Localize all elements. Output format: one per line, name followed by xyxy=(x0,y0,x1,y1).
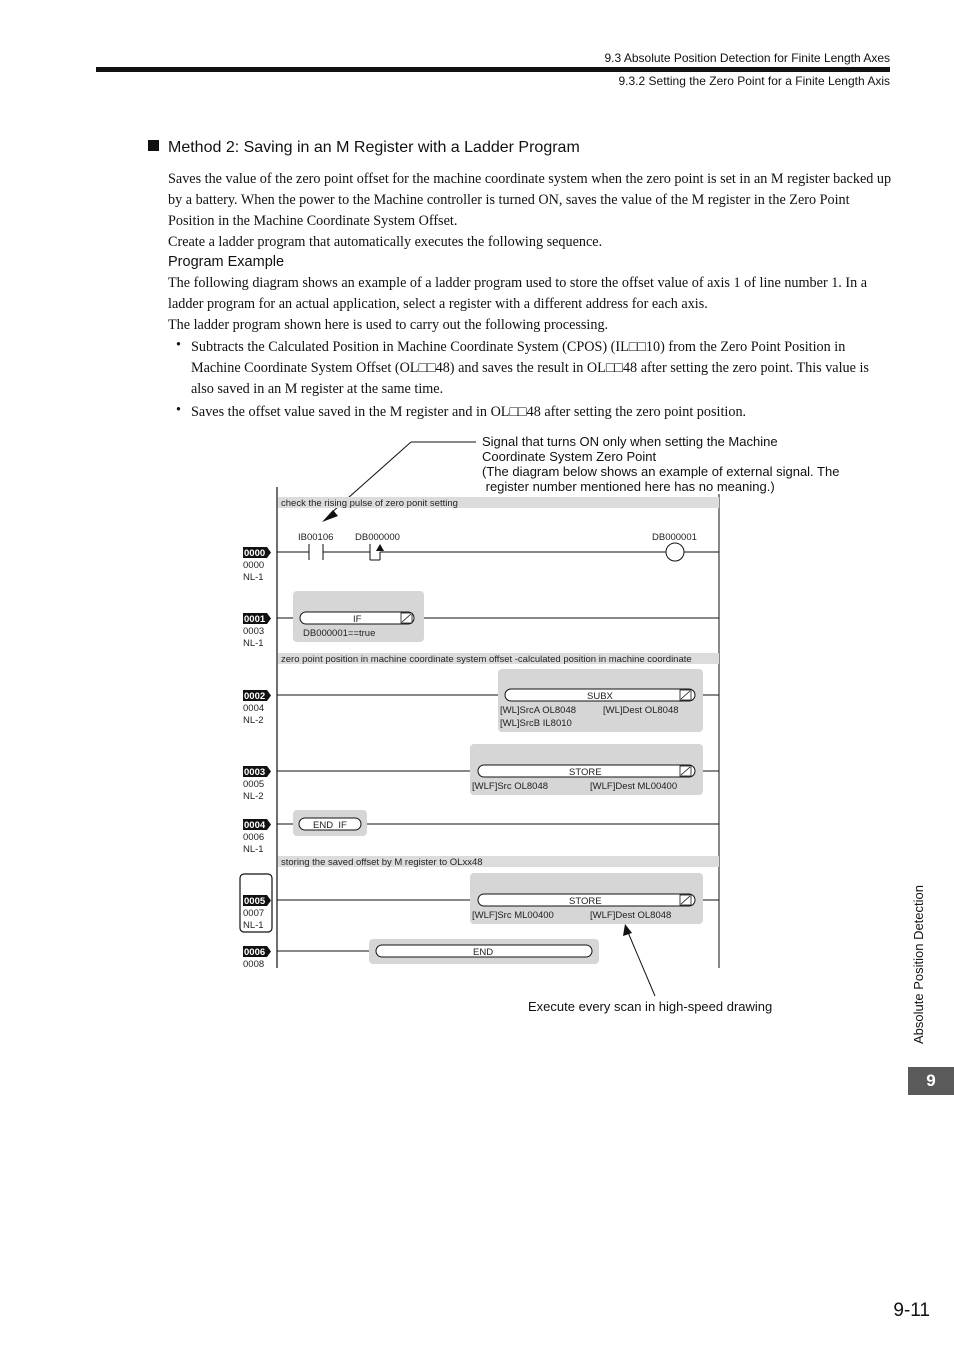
running-header-section: 9.3 Absolute Position Detection for Finite Length Axes xyxy=(604,51,890,65)
ladder-comment-2: zero point position in machine coordinate system offset -calculated position in machine coordinate xyxy=(281,654,692,665)
side-chapter-label: Absolute Position Detection xyxy=(911,885,926,1044)
svg-text:0001: 0001 xyxy=(244,614,266,625)
svg-text:0006: 0006 xyxy=(244,947,266,958)
program-example-heading: Program Example xyxy=(168,254,285,270)
svg-text:0004: 0004 xyxy=(244,820,266,831)
svg-text:0000: 0000 xyxy=(244,548,266,559)
svg-text:NL-1: NL-1 xyxy=(243,920,264,931)
svg-text:NL-1: NL-1 xyxy=(243,638,264,649)
subx-srcb: [WL]SrcB IL8010 xyxy=(500,718,572,729)
rung-label-5 xyxy=(240,874,272,932)
arrowhead-top xyxy=(322,510,338,522)
bullet-item-1: Subtracts the Calculated Position in Machine Coordinate System (CPOS) (IL□□10) from the Zero Point Position in Machine Coordinate System Offset (OL□□48) and saves the result in OL□□48 after setting the zero point. This value is also saved in an M register at the same time. xyxy=(191,339,869,397)
rung-label-0 xyxy=(243,547,271,583)
chapter-tab: 9 xyxy=(908,1067,954,1095)
store1-label: STORE xyxy=(569,767,602,778)
coil-label: DB000001 xyxy=(652,532,697,543)
store2-src: [WLF]Src ML00400 xyxy=(472,910,554,921)
svg-text:NL-2: NL-2 xyxy=(243,715,264,726)
ladder-comment-1: check the rising pulse of zero ponit setting xyxy=(281,498,458,509)
rung-label-1 xyxy=(243,613,271,649)
svg-text:0006: 0006 xyxy=(243,832,265,843)
svg-text:NL-1: NL-1 xyxy=(243,572,264,583)
store1-src: [WLF]Src OL8048 xyxy=(472,781,549,792)
svg-text:0003: 0003 xyxy=(243,626,265,637)
store2-dest: [WLF]Dest OL8048 xyxy=(590,910,672,921)
svg-text:0003: 0003 xyxy=(244,767,266,778)
svg-text:NL-2: NL-2 xyxy=(243,791,264,802)
bullet-dot: • xyxy=(176,402,181,418)
svg-text:0007: 0007 xyxy=(243,908,265,919)
svg-text:NL-1: NL-1 xyxy=(243,844,264,855)
bullet-item-2: Saves the offset value saved in the M register and in OL□□48 after setting the zero point position. xyxy=(191,404,747,420)
rung-label-4 xyxy=(243,819,271,855)
rung-label-2 xyxy=(243,690,271,726)
svg-text:0002: 0002 xyxy=(244,691,266,702)
rung-label-3 xyxy=(243,766,271,802)
svg-text:0004: 0004 xyxy=(243,703,265,714)
rung-0000 xyxy=(277,543,719,561)
store1-dest: [WLF]Dest ML00400 xyxy=(590,781,678,792)
endif-label: END_IF xyxy=(313,820,347,831)
ladder-comment-3: storing the saved offset by M register to OLxx48 xyxy=(281,857,483,868)
bullet-dot: • xyxy=(176,337,181,353)
rising-pulse-icon xyxy=(376,544,384,551)
callout-zero-point-signal: Signal that turns ON only when setting the Machine Coordinate System Zero Point (The diagram below shows an example of external signal. The register number mentioned here has no meaning.) xyxy=(482,434,840,494)
subx-srca: [WL]SrcA OL8048 xyxy=(500,705,577,716)
subx-dest: [WL]Dest OL8048 xyxy=(603,705,679,716)
method-heading: Method 2: Saving in an M Register with a Ladder Program xyxy=(168,139,580,156)
end-label: END xyxy=(473,947,494,958)
paragraph-create: Create a ladder program that automatically executes the following sequence. xyxy=(168,234,603,250)
callout-leader-bottom xyxy=(627,930,655,996)
paragraph-example: The following diagram shows an example of a ladder program used to store the offset value of axis 1 of line number 1. In a ladder program for an actual application, select a register with a different address for each axis. xyxy=(168,275,868,312)
svg-text:0005: 0005 xyxy=(243,779,265,790)
svg-text:0008: 0008 xyxy=(243,959,265,970)
paragraph-intro: Saves the value of the zero point offset for the machine coordinate system when the zero point is set in an M register backed up by a battery. When the power to the Machine controller is turned ON, saves the value of the M register in the Zero Point Position in the Machine Coordinate System Offset. xyxy=(168,171,892,229)
svg-text:0005: 0005 xyxy=(244,896,266,907)
store2-label: STORE xyxy=(569,896,602,907)
page-number: 9-11 xyxy=(893,1300,930,1321)
if-label: IF xyxy=(353,614,362,625)
pulse-label: DB000000 xyxy=(355,532,400,543)
paragraph-processing: The ladder program shown here is used to carry out the following processing. xyxy=(168,317,609,333)
subx-label: SUBX xyxy=(587,691,613,702)
callout-high-speed-scan: Execute every scan in high-speed drawing xyxy=(528,999,773,1014)
if-condition: DB000001==true xyxy=(303,628,376,639)
svg-text:0000: 0000 xyxy=(243,560,265,571)
contact-label: IB00106 xyxy=(298,532,334,543)
rung-label-6 xyxy=(243,946,271,970)
running-header-subsection: 9.3.2 Setting the Zero Point for a Finite Length Axis xyxy=(618,74,890,88)
arrowhead-bottom xyxy=(623,924,632,936)
